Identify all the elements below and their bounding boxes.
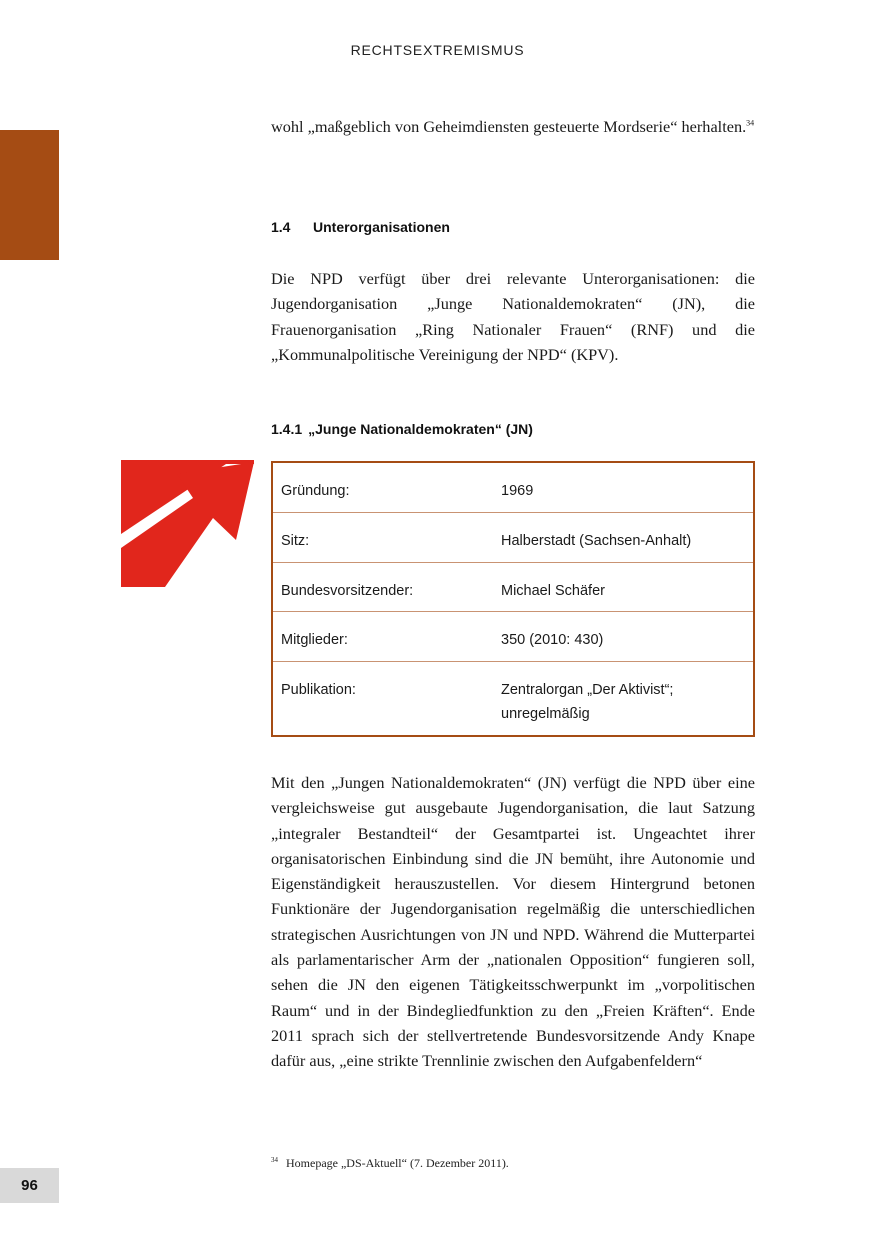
row-value: Michael Schäfer: [501, 582, 605, 599]
chapter-side-tab: [0, 130, 59, 260]
row-value: 1969: [501, 483, 534, 499]
table-row: [272, 661, 754, 736]
table-row: [272, 562, 754, 611]
section-heading-1-4: [271, 219, 450, 235]
main-paragraph: Mit den „Jungen Nationaldemokraten“ (JN) verfügt die NPD über eine vergleichsweise gut ausgebaute Jugendorganisation, die laut Satzung „integraler Bestandteil“ der Gesamtpartei ist. Ungeachtet ihrer organisatorischen Einbindung sind die JN bemüht, ihre Autonomie und Eigenständigkeit herauszustellen. Vor diesem Hintergrund betonen Funktionäre der Jugendorganisation regelmäßig die unterschiedlichen strategischen Ausrichtungen von JN und NPD. Während die Mutterpartei als parlamentarischer Arm der „nationalen Opposition“ fungieren soll, sehen die JN den eigenen Tätigkeitsschwerpunkt im „vorpolitischen Raum“ und in der Bindegliedfunktion zu den „Freien Kräften“. Ende 2011 sprach sich der stellvertretende Bundesvorsitzende Andy Knape dafür aus, „eine strikte Trennlinie zwischen den Aufgabenfeldern“: [271, 773, 755, 1071]
subsection-number: 1.4.1: [271, 421, 303, 437]
table-row: [272, 462, 754, 512]
footnote-marker: 34: [271, 1156, 278, 1164]
organization-info-table: [271, 461, 755, 737]
section-heading-1-4-1: [271, 421, 533, 437]
intro-paragraph-block: [271, 114, 755, 139]
row-value-line-2: unregelmäßig: [501, 705, 590, 722]
row-label: Gründung:: [281, 483, 350, 499]
section-1-4-paragraph: Die NPD verfügt über drei relevante Unterorganisationen: die Jugendorganisation „Junge Nationaldemokraten“ (JN), die Frauenorganisation „Ring Nationaler Frauen“ (RNF) und die „Kommunalpolitische Vereinigung der NPD“ (KPV).: [271, 269, 755, 364]
intro-paragraph: [271, 114, 755, 139]
intro-paragraph-text: wohl „maßgeblich von Geheimdiensten gesteuerte Mordserie“ herhalten.: [271, 117, 747, 136]
footnote: [271, 1156, 509, 1171]
page-number: 96: [0, 1168, 59, 1203]
section-number: 1.4: [271, 219, 291, 235]
row-value: Halberstadt (Sachsen-Anhalt): [501, 532, 692, 549]
table-row: [272, 611, 754, 661]
main-paragraph-block: [271, 770, 755, 1074]
footnote-reference[interactable]: 34: [746, 118, 755, 128]
row-value: [493, 661, 754, 736]
jn-logo-graphic: [121, 460, 254, 587]
section-title: Unterorganisationen: [313, 219, 450, 235]
row-label: Bundesvorsitzender:: [281, 582, 414, 599]
row-value-line-1: Zentralorgan „Der Aktivist“;: [501, 681, 674, 698]
section-1-4-text-block: [271, 266, 755, 367]
row-label: Sitz:: [281, 532, 310, 549]
row-label: Publikation:: [281, 681, 356, 698]
logo-lettering: JN: [185, 539, 249, 587]
row-label: Mitglieder:: [281, 631, 348, 648]
jn-logo: [121, 460, 254, 587]
subsection-title: „Junge Nationaldemokraten“ (JN): [308, 421, 533, 437]
footnote-text: Homepage „DS-Aktuell“ (7. Dezember 2011).: [286, 1156, 509, 1170]
running-header: RECHTSEXTREMISMUS: [350, 42, 525, 58]
row-value: 350 (2010: 430): [501, 631, 604, 648]
table-row: [272, 512, 754, 562]
